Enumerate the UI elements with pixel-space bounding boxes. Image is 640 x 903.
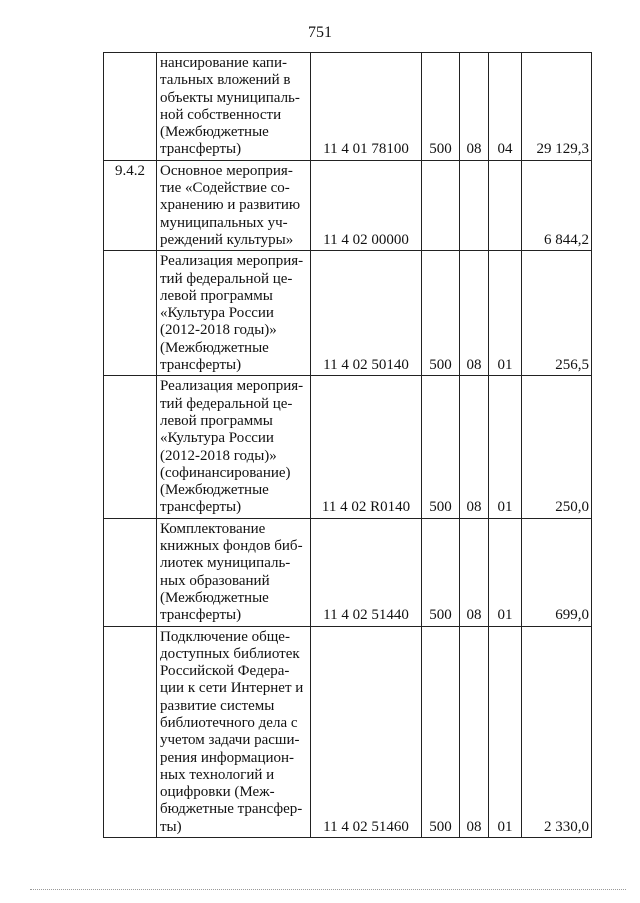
- item-name-line: лиотек муниципаль-: [160, 555, 291, 572]
- subsection-cell: 01: [489, 518, 522, 626]
- section-cell: 08: [460, 518, 489, 626]
- item-name-cell: [157, 160, 311, 250]
- item-name-line: учетом задачи расши-: [160, 732, 300, 749]
- section-cell: [460, 160, 489, 250]
- subsection-cell: 01: [489, 626, 522, 838]
- item-name-line: ной собственности: [160, 106, 282, 123]
- item-name-line: объекты муниципаль-: [160, 89, 300, 106]
- page-bottom-rule: [30, 889, 626, 890]
- item-name-line: Реализация мероприя-: [160, 253, 304, 270]
- row-number-cell: [104, 376, 157, 518]
- item-name-line: библиотечного дела с: [160, 714, 298, 731]
- item-name-line: реждений культуры»: [160, 231, 294, 248]
- item-name-cell: [157, 626, 311, 838]
- section-cell: 08: [460, 376, 489, 518]
- subsection-cell: 01: [489, 376, 522, 518]
- item-name-line: Комплектование: [160, 520, 266, 537]
- target-code-cell: 11 4 01 78100: [311, 53, 422, 161]
- item-name-line: «Культура России: [160, 430, 274, 447]
- item-name-line: Подключение обще-: [160, 628, 290, 645]
- item-name-line: Российской Федера-: [160, 663, 290, 680]
- row-number-cell: [104, 626, 157, 838]
- item-name-line: тие «Содействие со-: [160, 180, 290, 197]
- amount-cell: 6 844,2: [522, 160, 592, 250]
- item-name-line: (софинансирование): [160, 464, 291, 481]
- item-name-line: ных технологий и: [160, 766, 275, 783]
- amount-cell: 699,0: [522, 518, 592, 626]
- item-name-line: трансферты): [160, 357, 242, 374]
- budget-table: [103, 52, 592, 838]
- item-name-line: бюджетные трансфер-: [160, 801, 303, 818]
- expense-type-cell: 500: [422, 626, 460, 838]
- item-name-line: (Межбюджетные: [160, 124, 269, 141]
- item-name-cell: [157, 251, 311, 376]
- target-code-cell: 11 4 02 R0140: [311, 376, 422, 518]
- item-name-line: книжных фондов биб-: [160, 538, 303, 555]
- expense-type-cell: [422, 160, 460, 250]
- subsection-cell: 01: [489, 251, 522, 376]
- table-row: [104, 251, 592, 376]
- item-name-line: левой программы: [160, 412, 273, 429]
- item-name-cell: [157, 53, 311, 161]
- table-row: [104, 160, 592, 250]
- item-name-line: (2012-2018 годы)»: [160, 447, 277, 464]
- item-name-line: (Межбюджетные: [160, 482, 269, 499]
- item-name-line: трансферты): [160, 607, 242, 624]
- item-name-line: развитие системы: [160, 697, 275, 714]
- expense-type-cell: 500: [422, 53, 460, 161]
- section-cell: 08: [460, 626, 489, 838]
- row-number-cell: [104, 518, 157, 626]
- target-code-cell: 11 4 02 51440: [311, 518, 422, 626]
- item-name-line: тальных вложений в: [160, 72, 291, 89]
- target-code-cell: 11 4 02 51460: [311, 626, 422, 838]
- item-name-line: Реализация мероприя-: [160, 378, 304, 395]
- section-cell: 08: [460, 251, 489, 376]
- item-name-line: трансферты): [160, 499, 242, 516]
- item-name-line: доступных библиотек: [160, 645, 300, 662]
- row-number-cell: 9.4.2: [104, 160, 157, 250]
- item-name-line: нансирование капи-: [160, 55, 287, 71]
- subsection-cell: 04: [489, 53, 522, 161]
- target-code-cell: 11 4 02 50140: [311, 251, 422, 376]
- item-name-line: «Культура России: [160, 305, 274, 322]
- expense-type-cell: 500: [422, 251, 460, 376]
- item-name-line: ты): [160, 818, 182, 835]
- item-name-line: (Межбюджетные: [160, 589, 269, 606]
- target-code-cell: 11 4 02 00000: [311, 160, 422, 250]
- expense-type-cell: 500: [422, 518, 460, 626]
- row-number-cell: [104, 251, 157, 376]
- page-number: 751: [308, 24, 332, 41]
- expense-type-cell: 500: [422, 376, 460, 518]
- item-name-line: муниципальных уч-: [160, 214, 288, 231]
- item-name-line: хранению и развитию: [160, 197, 301, 214]
- table-row: [104, 518, 592, 626]
- item-name-line: трансферты): [160, 141, 242, 158]
- item-name-line: тий федеральной це-: [160, 395, 293, 412]
- table-row: [104, 626, 592, 838]
- item-name-line: (2012-2018 годы)»: [160, 322, 277, 339]
- item-name-line: ции к сети Интернет и: [160, 680, 304, 697]
- table-row: [104, 376, 592, 518]
- row-number-cell: [104, 53, 157, 161]
- item-name-cell: [157, 376, 311, 518]
- table-row: [104, 53, 592, 161]
- item-name-line: (Межбюджетные: [160, 339, 269, 356]
- item-name-line: ных образований: [160, 572, 270, 589]
- amount-cell: 250,0: [522, 376, 592, 518]
- subsection-cell: [489, 160, 522, 250]
- amount-cell: 256,5: [522, 251, 592, 376]
- section-cell: 08: [460, 53, 489, 161]
- amount-cell: 2 330,0: [522, 626, 592, 838]
- item-name-line: рения информацион-: [160, 749, 295, 766]
- item-name-line: оцифровки (Меж-: [160, 784, 275, 801]
- item-name-line: Основное мероприя-: [160, 162, 293, 179]
- item-name-line: левой программы: [160, 287, 273, 304]
- amount-cell: 29 129,3: [522, 53, 592, 161]
- item-name-line: тий федеральной це-: [160, 270, 293, 287]
- budget-table-body: [104, 53, 592, 838]
- item-name-cell: [157, 518, 311, 626]
